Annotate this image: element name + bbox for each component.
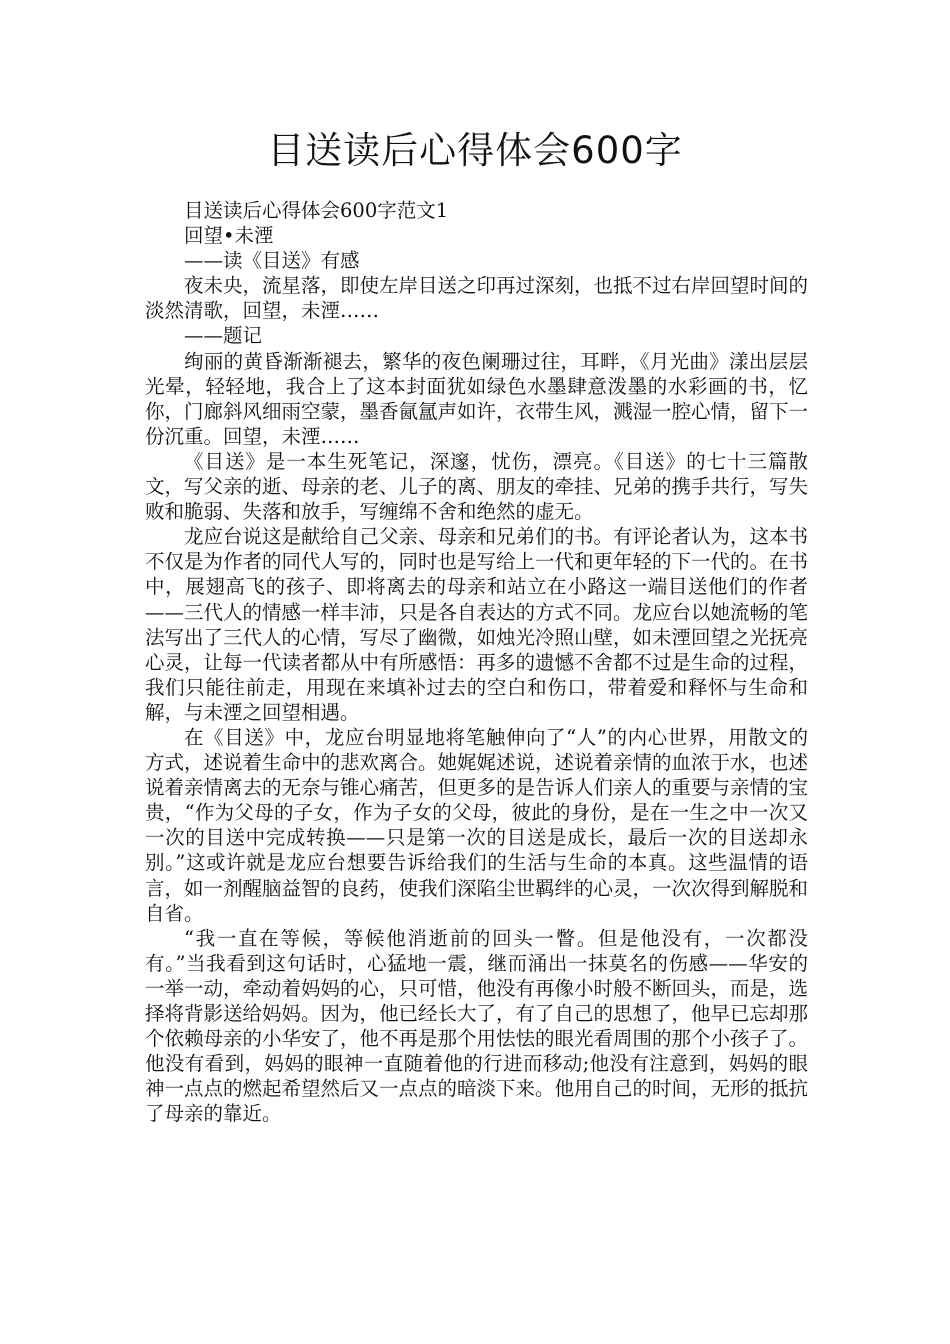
paragraph-essay-subtitle: ——读《目送》有感 [184,249,360,273]
document-body [145,198,808,1126]
paragraph-body: 在《目送》中，龙应台明显地将笔触伸向了“人”的内心世界，用散文的方式，述说着生命中的悲欢离合。她娓娓述说，述说着亲情的血浓于水，也述说着亲情离去的无奈与锥心痛苦，但更多的是告诉人们亲人的重要与亲情的宝贵，“作为父母的子女，作为子女的父母，彼此的身份，是在一生之中一次又一次的目送中完成转换——只是第一次的目送是成长，最后一次的目送却永别。”这或许就是龙应台想要告诉给我们的生活与生命的本真。这些温情的语言，如一剂醒脑益智的良药，使我们深陷尘世羁绊的心灵，一次次得到解脱和自省。 [145,725,809,925]
paragraph-essay-title: 回望•未湮 [184,224,274,248]
document-title: 目送读后心得体会600字 [267,129,683,172]
paragraph-body: 龙应台说这是献给自己父亲、母亲和兄弟们的书。有评论者认为，这本书不仅是为作者的同代人写的，同时也是写给上一代和更年轻的下一代的。在书中，展翅高飞的孩子、即将离去的母亲和站立在小路这一端目送他们的作者——三代人的情感一样丰沛，只是各自表达的方式不同。龙应台以她流畅的笔法写出了三代人的心情，写尽了幽微，如烛光冷照山壁，如未湮回望之光抚亮心灵，让每一代读者都从中有所感悟：再多的遗憾不舍都不过是生命的过程，我们只能往前走，用现在来填补过去的空白和伤口，带着爱和释怀与生命和解，与未湮之回望相遇。 [145,525,809,724]
paragraph-body: 绚丽的黄昏渐渐褪去，繁华的夜色阑珊过往，耳畔，《月光曲》漾出层层光晕，轻轻地，我合上了这本封面犹如绿色水墨肆意泼墨的水彩画的书，忆你，门廊斜风细雨空蒙，墨香氤氲声如许，衣带生风，溅湿一腔心情，留下一份沉重。回望，未湮…… [145,349,809,448]
paragraph-body: 《目送》是一本生死笔记，深邃，忧伤，漂亮。《目送》的七十三篇散文，写父亲的逝、母亲的老、儿子的离、朋友的牵挂、兄弟的携手共行，写失败和脆弱、失落和放手，写缠绵不舍和绝然的虚无。 [145,449,809,524]
paragraph-epigraph: 夜未央，流星落，即使左岸目送之印再过深刻，也抵不过右岸回望时间的淡然清歌，回望，未湮…… [145,274,809,323]
paragraph-body: “我一直在等候，等候他消逝前的回头一瞥。但是他没有，一次都没有。”当我看到这句话时，心猛地一震，继而涌出一抹莫名的伤感——华安的一举一动，牵动着妈妈的心，只可惜，他没有再像小时般不断回头，而是，选择将背影送给妈妈。因为，他已经长大了，有了自己的思想了，他早已忘却那个依赖母亲的小华安了，他不再是那个用怯怯的眼光看周围的那个小孩子了。他没有看到，妈妈的眼神一直随着他的行进而移动;他没有注意到，妈妈的眼神一点点的燃起希望然后又一点点的暗淡下来。他用自己的时间，无形的抵抗了母亲的靠近。 [145,926,809,1126]
paragraph-epigraph-label: ——题记 [184,324,263,348]
paragraph-subtitle: 目送读后心得体会600字范文1 [184,199,449,222]
